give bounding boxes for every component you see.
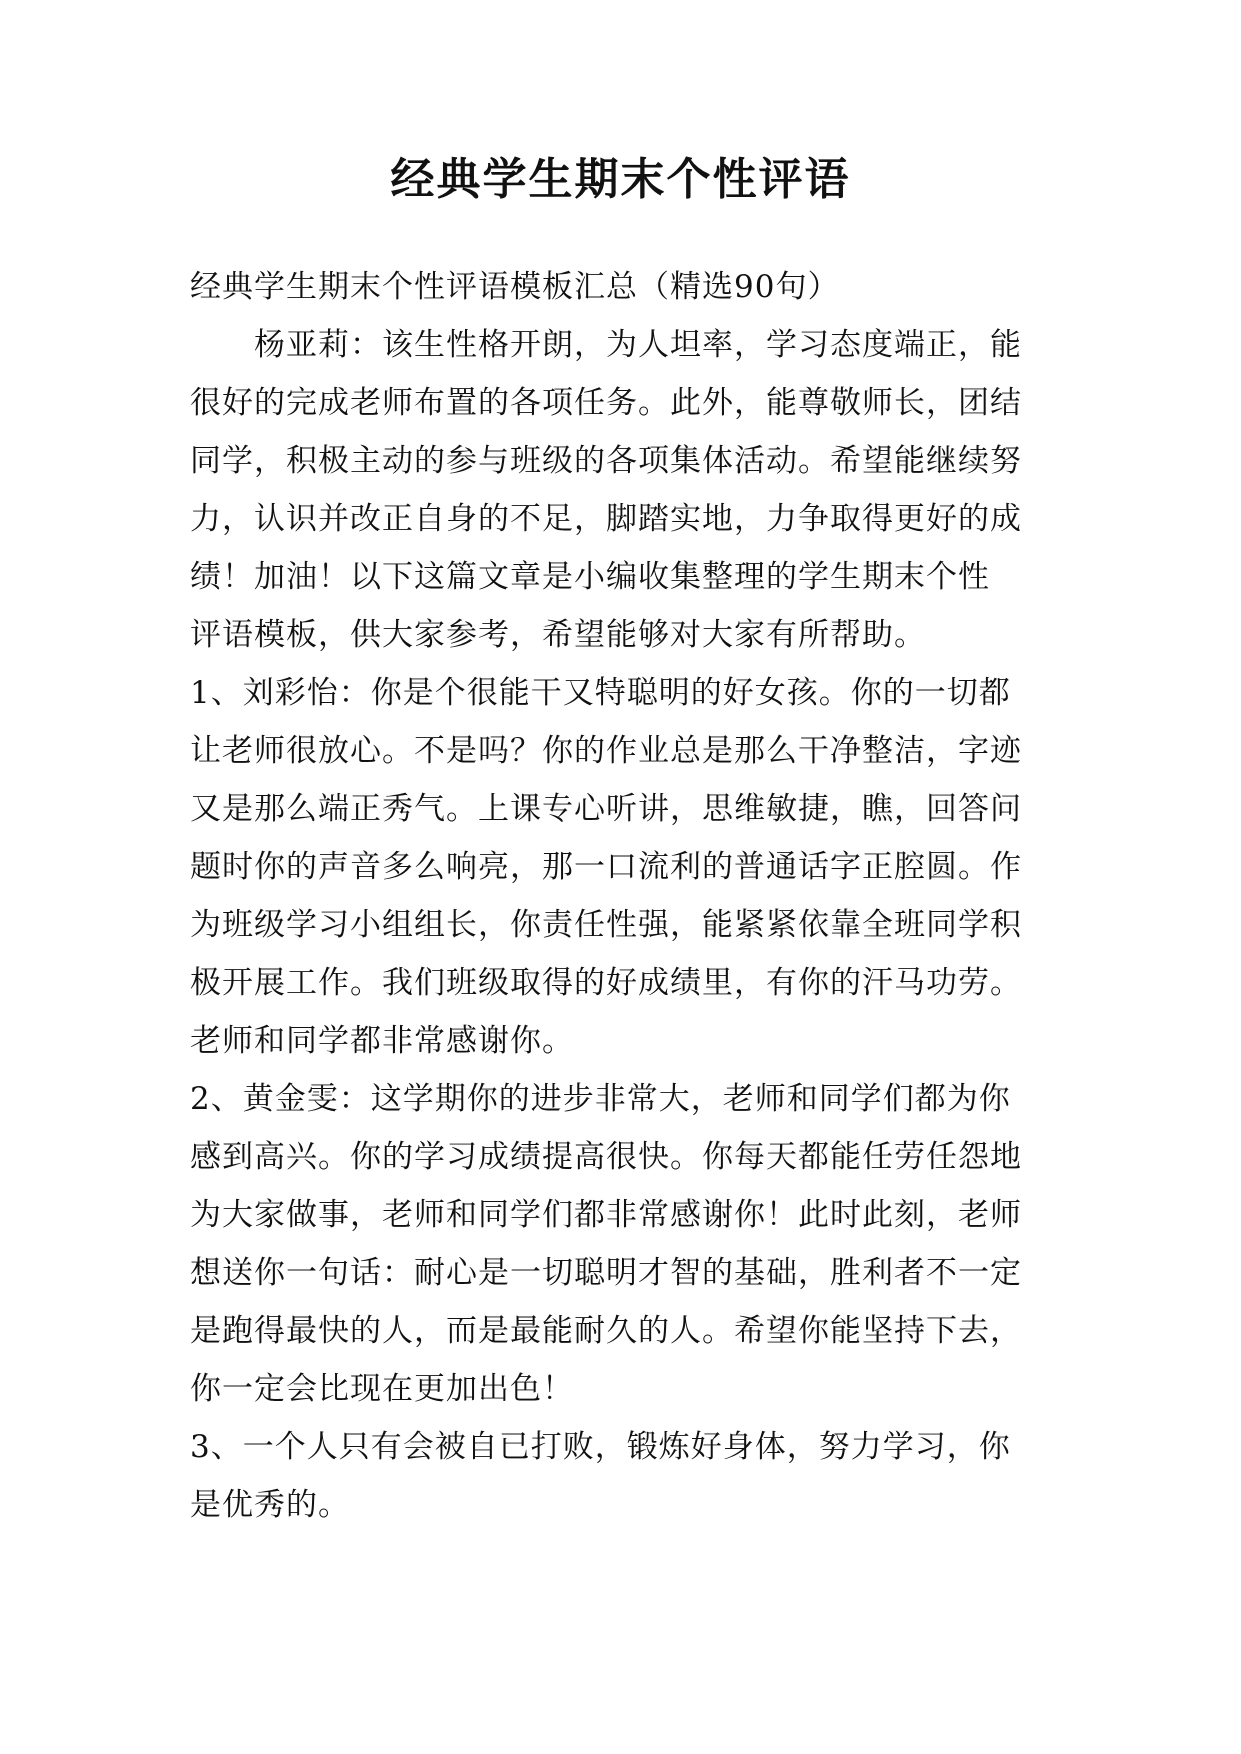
paragraph-line: 杨亚莉：该生性格开朗，为人坦率，学习态度端正，能 (254, 327, 1022, 363)
item-2-line: 感到高兴。你的学习成绩提高很快。你每天都能任劳任怨地 (190, 1139, 1022, 1175)
item-1-line: 老师和同学都非常感谢你。 (190, 1023, 574, 1059)
item-1-line: 极开展工作。我们班级取得的好成绩里，有你的汗马功劳。 (190, 965, 1022, 1001)
document-title: 经典学生期末个性评语 (390, 154, 851, 205)
document-body (190, 258, 1070, 1534)
item-2-line: 你一定会比现在更加出色！ (190, 1371, 574, 1407)
item-1-line: 让老师很放心。不是吗？你的作业总是那么干净整洁，字迹 (190, 733, 1022, 769)
item-1-line: 题时你的声音多么响亮，那一口流利的普通话字正腔圆。作 (190, 849, 1022, 885)
item-1-line: 1、刘彩怡：你是个很能干又特聪明的好女孩。你的一切都 (190, 675, 1011, 711)
item-3-line: 3、一个人只有会被自已打败，锻炼好身体，努力学习，你 (190, 1429, 1011, 1465)
paragraph-line: 同学，积极主动的参与班级的各项集体活动。希望能继续努 (190, 443, 1022, 479)
item-2-line: 为大家做事，老师和同学们都非常感谢你！此时此刻，老师 (190, 1197, 1022, 1233)
item-1-line: 又是那么端正秀气。上课专心听讲，思维敏捷，瞧，回答问 (190, 791, 1022, 827)
item-2-line: 想送你一句话：耐心是一切聪明才智的基础，胜利者不一定 (190, 1255, 1022, 1291)
item-2-line: 是跑得最快的人，而是最能耐久的人。希望你能坚持下去， (190, 1313, 1022, 1349)
item-1-line: 为班级学习小组组长，你责任性强，能紧紧依靠全班同学积 (190, 907, 1022, 943)
item-2-line: 2、黄金雯：这学期你的进步非常大，老师和同学们都为你 (190, 1081, 1011, 1117)
paragraph-line: 评语模板，供大家参考，希望能够对大家有所帮助。 (190, 617, 926, 653)
item-3-line: 是优秀的。 (190, 1487, 350, 1523)
paragraph-line: 绩！加油！以下这篇文章是小编收集整理的学生期末个性 (190, 559, 990, 595)
subtitle-line: 经典学生期末个性评语模板汇总（精选90句） (190, 269, 840, 305)
paragraph-line: 力，认识并改正自身的不足，脚踏实地，力争取得更好的成 (190, 501, 1022, 537)
paragraph-line: 很好的完成老师布置的各项任务。此外，能尊敬师长，团结 (190, 385, 1022, 421)
